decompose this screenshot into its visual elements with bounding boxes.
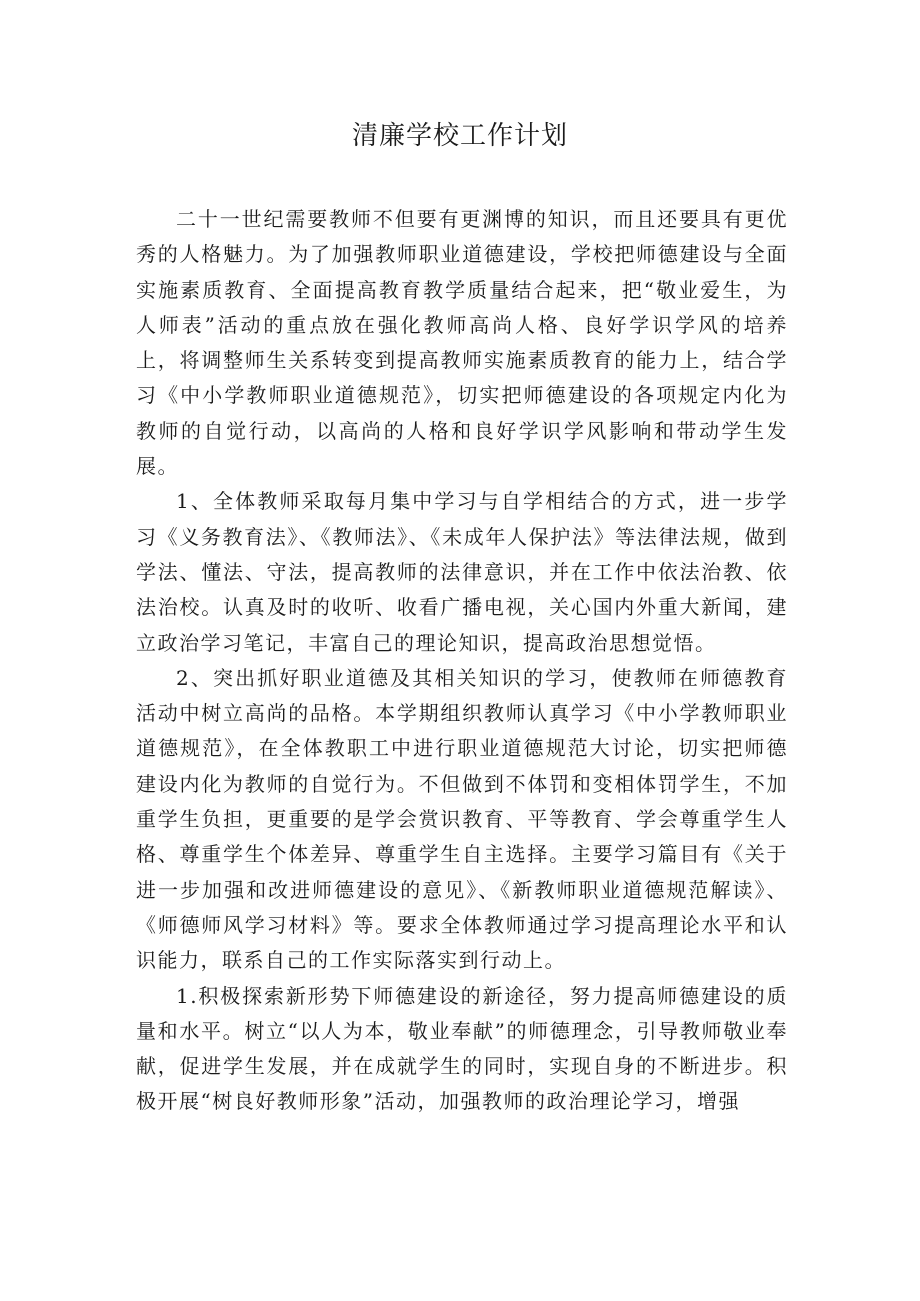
document-body [136,202,788,1120]
paragraph-item-1-new-approaches: 1.积极探索新形势下师德建设的新途径，努力提高师德建设的质量和水平。树立“以人为本，敬业奉献”的师德理念，引导教师敬业奉献，促进学生发展，并在成就学生的同时，实现自身的不断进步。积极开展“树良好教师形象”活动，加强教师的政治理论学习，增强 [136,983,788,1114]
paragraph-item-2-ethics-study: 2、突出抓好职业道德及其相关知识的学习，使教师在师德教育活动中树立高尚的品格。本学期组织教师认真学习《中小学教师职业道德规范》，在全体教职工中进行职业道德规范大讨论，切实把师德建设内化为教师的自觉行为。不但做到不体罚和变相体罚学生，不加重学生负担，更重要的是学会赏识教育、平等教育、学会尊重学生人格、尊重学生个体差异、尊重学生自主选择。主要学习篇目有《关于进一步加强和改进师德建设的意见》、《新教师职业道德规范解读》、《师德师风学习材料》等。要求全体教师通过学习提高理论水平和认识能力，联系自己的工作实际落实到行动上。 [136,665,788,973]
document-title: 清廉学校工作计划 [351,121,568,151]
paragraph-item-1-law-study: 1、全体教师采取每月集中学习与自学相结合的方式，进一步学习《义务教育法》、《教师法》、《未成年人保护法》等法律法规，做到学法、懂法、守法，提高教师的法律意识，并在工作中依法治教、依法治校。认真及时的收听、收看广播电视，关心国内外重大新闻，建立政治学习笔记，丰富自己的理论知识，提高政治思想觉悟。 [136,489,788,655]
paragraph-intro: 二十一世纪需要教师不但要有更渊博的知识，而且还要具有更优秀的人格魅力。为了加强教师职业道德建设，学校把师德建设与全面实施素质教育、全面提高教育教学质量结合起来，把“敬业爱生，为人师表”活动的重点放在强化教师高尚人格、良好学识学风的培养上，将调整师生关系转变到提高教师实施素质教育的能力上，结合学习《中小学教师职业道德规范》，切实把师德建设的各项规定内化为教师的自觉行动，以高尚的人格和良好学识学风影响和带动学生发展。 [136,207,788,479]
